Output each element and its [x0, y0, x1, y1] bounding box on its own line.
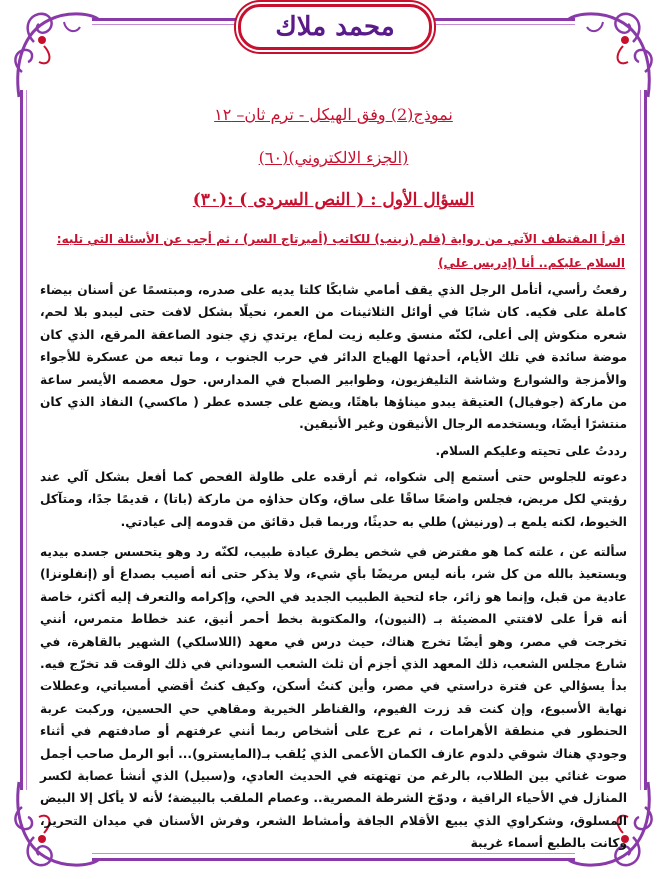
excerpt-opening: السلام عليكم.. أنا (إدريس علي)	[438, 256, 625, 270]
frame-left-border	[20, 90, 23, 790]
author-name: محمد ملاك	[275, 12, 395, 42]
paragraph-1: رفعتُ رأسي، أتأمل الرجل الذي يقف أمامي شابكًا كلتا يديه على صدره، ومبتسمًا عن أسنان بيضاء كاملة على فكيه. كان شابًا في أوائل الثلاثينات من العمر، نحيلًا بشكل لافت حتى ليبدو بلا لحم، شعره منكوش إلى أعلى، لكنّه منسق وعليه زيت لماع، يرتدي زي جنود الصاعقة المرقع، الذي كان موضة سائدة في تلك الأيام، أحدثها الهياج الدائر في حرب الجنوب ، وما تبعه من عسكرة للأجواء والأمزجة والشوارع وشاشة التليفزيون، وطوابير الصباح في المدارس. حول معصمه الأيسر ساعة من ماركة (جوفيال) العتيقة يبدو ميناؤها باهتًا، ويضع على جسده عطر ( ماكسي) النفاذ الذي كان منتشرًا أيضًا، ويستخدمه الرجال الأنيقون وغير الأنيقين.	[40, 283, 627, 432]
frame-right-border	[644, 90, 647, 790]
frame-right-inner-border	[640, 90, 641, 790]
question-title: السؤال الأول : ( النص السردى ) :(٣٠)	[192, 190, 475, 210]
corner-ornament-icon	[4, 2, 104, 102]
frame-left-inner-border	[26, 90, 27, 790]
author-badge	[238, 4, 432, 50]
model-title: نموذج(2) وفق الهيكل - ترم ثان– ١٢	[214, 105, 453, 124]
corner-ornament-icon	[563, 2, 663, 102]
question-instruction: اقرأ المقتطف الآتي من رواية (قلم (زينب) للكاتب (أميرتاج السر) ، ثم أجب عن الأسئلة التي تليه:	[56, 232, 625, 246]
paragraph-3: دعوته للجلوس حتى أستمع إلى شكواه، ثم أرقده على طاولة الفحص كما أفعل بشكل آلي عند رؤيتي لكل مريض، فجلس واضعًا ساقًا على ساق، وكان حذاؤه من ماركة (باتا) ، قديمًا جدًا، ومتآكل الخيوط، لكنه يلمع بـ (ورنيش) طلي به حديثًا، وربما قبل دقائق من قدومه إلى عيادتي.	[40, 470, 627, 529]
paragraph-4: سألته عن ، علته كما هو مفترض في شخص يطرق عيادة طبيب، لكنّه رد وهو يتحسس جسده بيديه ويستعيذ بالله من كل شر، بأنه ليس مريضًا بأي شيء، ولا يذكر حتى أنه أصيب بصداع أو (إنفلونزا) عادية من قبل، وإنما هو زائر، جاء لتحية الطبيب الجديد في الحي، وإكرامه والتعرف إليه أكثر، خاصة أنه قرأ على لافتتي المضيئة بـ (النيون)، والمكتوبة بخط أحمر أنيق، عند خطاط متمرس، أنني تخرجت في مصر، وهو أيضًا تخرج هناك، حيث درس في معهد (اللاسلكي) الشهير بالقاهرة، في شارع مجلس الشعب، ذلك المعهد الذي أجزم أن ثلث الشعب السوداني في ذلك الوقت قد تخرّج فيه. بدأ يسؤالي عن فترة دراستي في مصر، وأين كنتُ أسكن، وكيف كنتُ أقضي أمسياتي، وعطلات نهاية الأسبوع، وإن كنت قد زرت الفيوم، والقناطر الخيرية ومقاهي حي الحسين، وركبت عربة الحنطور في منطقة الأهرامات ، ثم عرج على أشخاص ربما أنني عرفتهم أو صادفتهم في أثناء وجودي هناك شوقي دلدوم عازف الكمان الأعمى الذي يُلقب بـ(المايسترو)... أبو الرمل صاحب أجمل صوت غنائي بين الطلاب، بالرغم من تهتهته في الحديث العادي، و(سبيل) الذي أنشأ عصابة لكسر المنازل في الأحياء الراقية ، ودوّخ الشرطة المصرية.. وعصام الملقب بالبيضة؛ لأنه لا يأكل إلا البيض المسلوق، وشكراوي الذي يبيع الأقلام الجافة وأمشاط الشعر، وفرش الأسنان في ميدان التحرير، وكانت بالطبع أسماء غريبة	[40, 545, 627, 851]
paragraph-2: رددتُ على تحيته وعليكم السلام.	[435, 444, 627, 458]
section-title: (الجزء الالكتروني)(٦٠)	[258, 148, 409, 167]
frame-bottom-border	[92, 858, 575, 861]
